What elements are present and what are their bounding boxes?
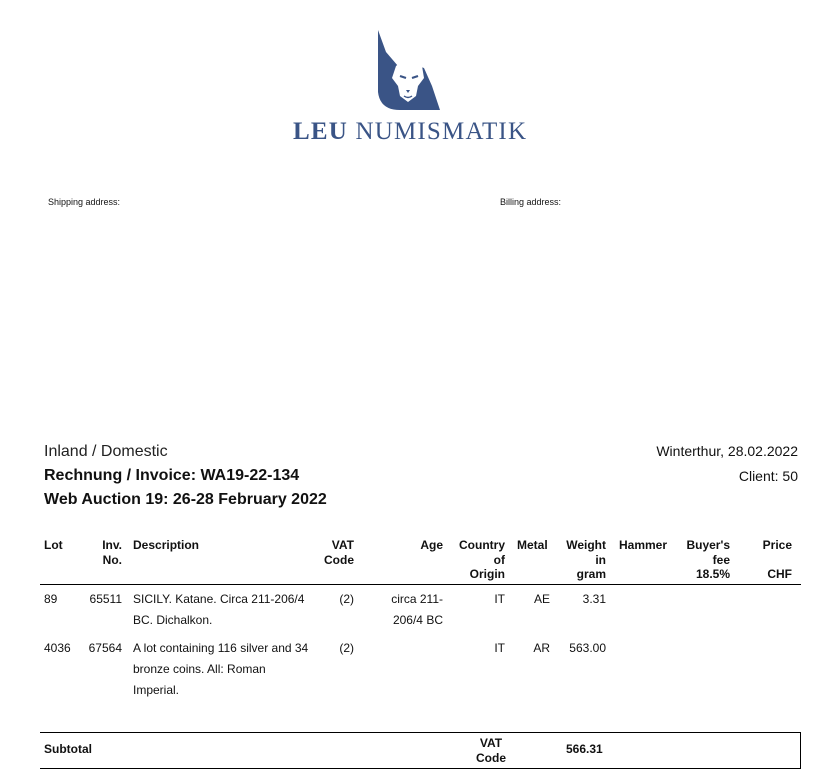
- row2-country: IT: [494, 641, 505, 655]
- col-header-metal: Metal: [517, 538, 548, 552]
- row2-metal: AR: [533, 641, 550, 655]
- subtotal-label: Subtotal: [44, 742, 92, 756]
- col-header-inv-line2: No.: [102, 552, 122, 567]
- col-header-inv-line1: Inv.: [102, 538, 122, 552]
- brand-name-bold: LEU: [293, 118, 349, 145]
- col-header-fee-line3: 18.5%: [695, 567, 730, 581]
- col-header-vat-line1: VAT: [331, 538, 354, 552]
- col-header-country-line2: of: [493, 552, 505, 567]
- row1-inv-no: 65511: [89, 592, 122, 606]
- col-header-weight-line3: gram: [576, 567, 606, 581]
- subtotal-vat-line2: Code: [476, 750, 506, 765]
- col-header-hammer: Hammer: [619, 538, 668, 552]
- billing-address-label: Billing address:: [500, 197, 562, 207]
- row2-lot: 4036: [44, 641, 71, 655]
- row2-description: A lot containing 116 silver and 34 bronze coins. All: Roman Imperial.: [133, 641, 309, 697]
- lion-head-logo-icon: [376, 30, 442, 112]
- row1-lot: 89: [44, 592, 58, 606]
- subtotal-right-border: [800, 732, 801, 768]
- header-rule: [40, 584, 801, 585]
- row1-age-line2: 206/4 BC: [392, 613, 443, 627]
- col-header-vat-line2: Code: [324, 552, 354, 567]
- row1-age: [372, 589, 443, 631]
- row2-weight: 563.00: [569, 641, 606, 655]
- row2-inv-no: 67564: [88, 641, 122, 655]
- subtotal-weight: 566.31: [566, 742, 603, 756]
- col-header-country-line1: Country: [459, 538, 505, 552]
- col-header-country-line3: Origin: [469, 567, 505, 581]
- col-header-lot: Lot: [44, 538, 63, 552]
- col-header-fee-line2: fee: [712, 552, 730, 567]
- col-header-country: [452, 538, 505, 582]
- col-header-weight: [558, 538, 606, 582]
- row2-vat-code: (2): [339, 641, 354, 655]
- row1-description: SICILY. Katane. Circa 211-206/4 BC. Dichalkon.: [133, 592, 305, 627]
- col-header-buyers-fee: [678, 538, 730, 582]
- invoice-number: Rechnung / Invoice: WA19-22-134: [44, 467, 300, 484]
- auction-title: Web Auction 19: 26-28 February 2022: [44, 491, 327, 508]
- col-header-description: Description: [133, 538, 200, 552]
- row1-weight: 3.31: [582, 592, 606, 606]
- row1-metal: AE: [533, 592, 550, 606]
- subtotal-bottom-rule: [40, 768, 801, 769]
- brand-name-rest: NUMISMATIK: [348, 118, 528, 145]
- subtotal-vat-line1: VAT: [479, 736, 503, 750]
- col-header-inv-no: [94, 538, 122, 567]
- brand-wordmark: [293, 118, 527, 146]
- place-date: Winterthur, 28.02.2022: [656, 443, 798, 459]
- col-header-price-line1: Price: [762, 538, 792, 552]
- col-header-age: Age: [420, 538, 443, 552]
- row1-vat-code: (2): [339, 592, 354, 606]
- col-header-weight-line2: in: [595, 552, 606, 567]
- col-header-price: [750, 538, 792, 582]
- subtotal-vat-code: [472, 736, 510, 765]
- subtotal-top-rule: [40, 732, 801, 733]
- col-header-weight-line1: Weight: [566, 538, 606, 552]
- col-header-price-line2: CHF: [767, 567, 792, 581]
- client-number: Client: 50: [738, 468, 798, 484]
- col-header-fee-line1: Buyer's: [686, 538, 730, 552]
- row1-age-line1: circa 211-: [391, 592, 443, 606]
- shipping-address-label: Shipping address:: [48, 197, 121, 207]
- col-header-vat-code: [316, 538, 354, 567]
- region-label: Inland / Domestic: [44, 443, 168, 460]
- row1-country: IT: [494, 592, 505, 606]
